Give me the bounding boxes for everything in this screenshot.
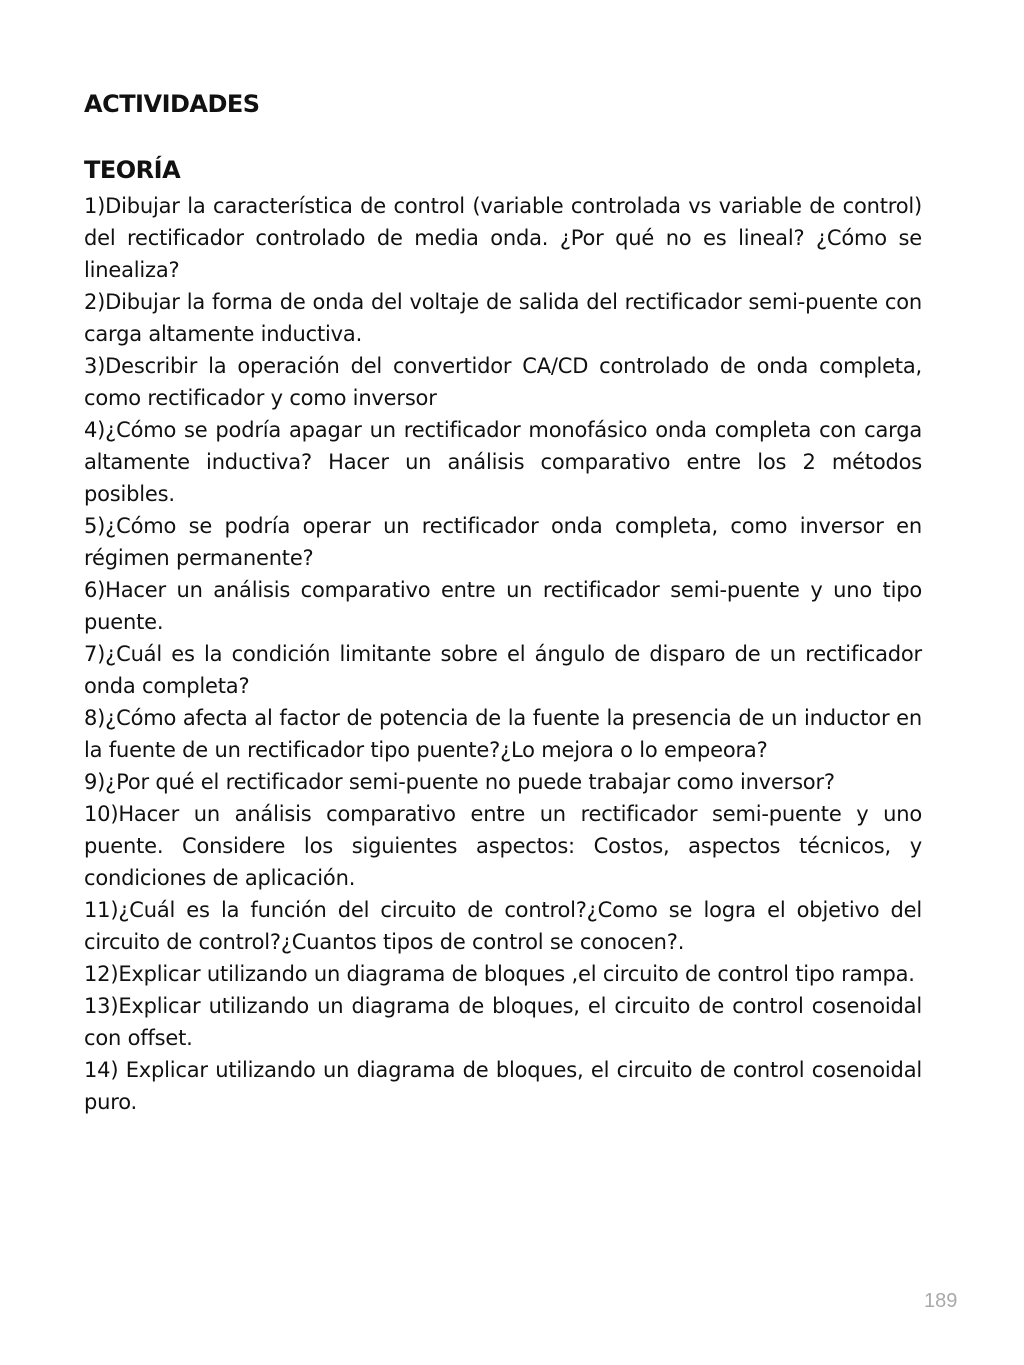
list-item: 12)Explicar utilizando un diagrama de bloques ,el circuito de control tipo rampa. bbox=[84, 962, 915, 986]
list-item: 9)¿Por qué el rectificador semi-puente no puede trabajar como inversor? bbox=[84, 770, 835, 794]
list-item: 10)Hacer un análisis comparativo entre un rectificador semi-puente y uno puente. Considere los siguientes aspectos: Costos, aspectos técnicos, y condiciones de aplicación. bbox=[84, 802, 922, 890]
list-item: 14) Explicar utilizando un diagrama de bloques, el circuito de control cosenoidal puro. bbox=[84, 1058, 922, 1114]
list-item: 11)¿Cuál es la función del circuito de control?¿Como se logra el objetivo del circuito de control?¿Cuantos tipos de control se conocen?. bbox=[84, 898, 922, 954]
page-number: 189 bbox=[924, 1290, 958, 1312]
list-item: 13)Explicar utilizando un diagrama de bloques, el circuito de control cosenoidal con offset. bbox=[84, 994, 922, 1050]
list-item: 5)¿Cómo se podría operar un rectificador onda completa, como inversor en régimen permanente? bbox=[84, 514, 922, 570]
list-item: 6)Hacer un análisis comparativo entre un rectificador semi-puente y uno tipo puente. bbox=[84, 578, 922, 634]
list-item: 3)Describir la operación del convertidor CA/CD controlado de onda completa, como rectificador y como inversor bbox=[84, 354, 922, 410]
list-item: 1)Dibujar la característica de control (variable controlada vs variable de control) del rectificador controlado de media onda. ¿Por qué no es lineal? ¿Cómo se linealiza? bbox=[84, 194, 922, 282]
page-title: ACTIVIDADES bbox=[84, 90, 260, 118]
section-heading: TEORÍA bbox=[84, 156, 181, 184]
list-item: 4)¿Cómo se podría apagar un rectificador monofásico onda completa con carga altamente inductiva? Hacer un análisis comparativo entre los 2 métodos posibles. bbox=[84, 418, 922, 506]
list-item: 8)¿Cómo afecta al factor de potencia de la fuente la presencia de un inductor en la fuente de un rectificador tipo puente?¿Lo mejora o lo empeora? bbox=[84, 706, 922, 762]
activity-list bbox=[84, 190, 922, 1118]
document-page bbox=[84, 84, 922, 1118]
list-item: 7)¿Cuál es la condición limitante sobre el ángulo de disparo de un rectificador onda completa? bbox=[84, 642, 922, 698]
list-item: 2)Dibujar la forma de onda del voltaje de salida del rectificador semi-puente con carga altamente inductiva. bbox=[84, 290, 922, 346]
